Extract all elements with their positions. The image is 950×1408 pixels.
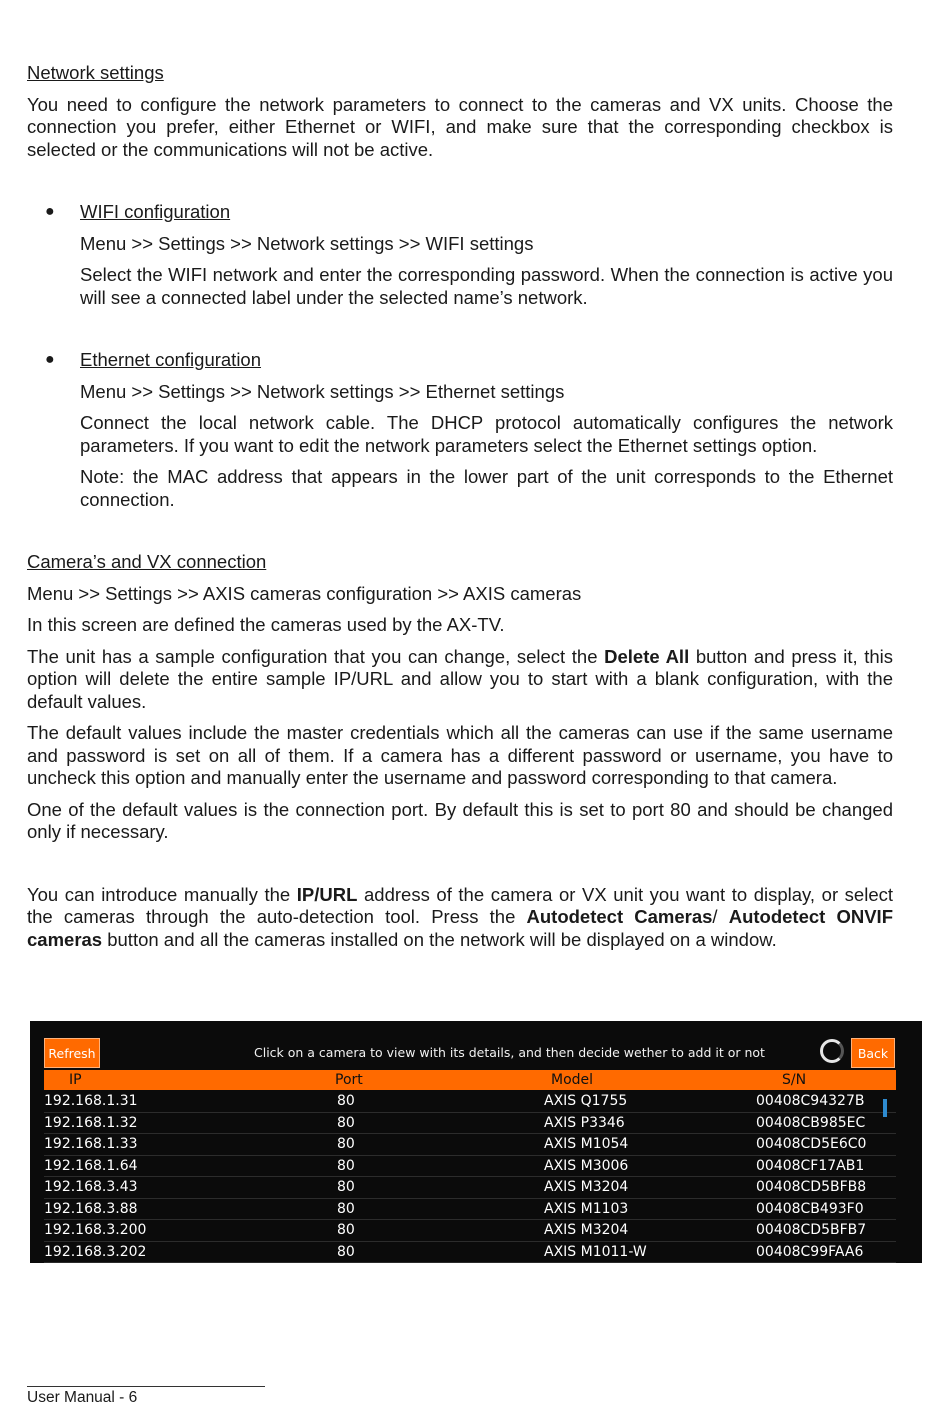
table-row[interactable] [44, 1091, 896, 1113]
cameras-path: Menu >> Settings >> AXIS cameras configuration >> AXIS cameras [27, 582, 582, 604]
column-header-model: Model [551, 1072, 594, 1088]
column-header-sn: S/N [782, 1072, 807, 1088]
bullet-dot-icon: ● [45, 203, 55, 220]
scrollbar[interactable] [883, 1099, 887, 1117]
default-values-paragraph: The default values include the master credentials which all the cameras can use if the same username and password is set on all of them. If a camera has a different password or username, you have to uncheck this option and manually enter the username and password corresponding to that camera. [27, 722, 893, 788]
table-row[interactable] [44, 1220, 896, 1242]
autodetect-paragraph: You can introduce manually the IP/URL address of the camera or VX unit you want to display, or select the cameras through the auto-detection tool. Press the Autodetect Cameras/ Autodetect ONVIF cameras button and all the cameras installed on the network will be displayed on a window. [27, 883, 894, 950]
wifi-bullet [27, 201, 893, 309]
cell-port: 80 [337, 1243, 355, 1260]
cell-sn: 00408CD5BFB8 [756, 1179, 867, 1195]
cell-ip: 192.168.3.202 [44, 1243, 147, 1260]
cell-ip: 192.168.3.88 [44, 1200, 138, 1217]
table-row[interactable] [44, 1156, 896, 1178]
column-header-port: Port [335, 1072, 363, 1088]
cell-port: 80 [337, 1200, 355, 1217]
cell-model: AXIS P3346 [544, 1114, 625, 1131]
network-intro: You need to configure the network parameters to connect to the cameras and VX units. Choose the connection you prefer, either Ethernet or WIFI, and make sure that the corresponding checkbox is selected or the communications will not be active. [27, 93, 893, 160]
delete-all-term: Delete All [604, 645, 690, 667]
cell-model: AXIS M1011-W [544, 1243, 647, 1260]
cell-ip: 192.168.1.31 [44, 1093, 138, 1109]
cell-model: AXIS M3204 [544, 1222, 629, 1238]
ethernet-title: Ethernet configuration [80, 349, 262, 370]
wifi-title: WIFI configuration [80, 201, 231, 222]
cell-port: 80 [337, 1157, 355, 1174]
loading-spinner-icon [820, 1039, 844, 1063]
autodetect-cameras-term: Autodetect Cameras [526, 906, 713, 927]
cell-sn: 00408CB493F0 [756, 1200, 864, 1217]
cell-sn: 00408CD5E6C0 [756, 1136, 867, 1152]
cell-sn: 00408C99FAA6 [756, 1243, 864, 1260]
instruction-text: Click on a camera to view with its details, and then decide wether to add it or not [254, 1045, 765, 1060]
table-row[interactable] [44, 1177, 896, 1199]
cell-port: 80 [337, 1114, 355, 1131]
cameras-defined: In this screen are defined the cameras used by the AX-TV. [27, 614, 505, 635]
port-paragraph: One of the default values is the connection port. By default this is set to port 80 and should be changed only if necessary. [27, 798, 893, 842]
page-footer: User Manual - 6 [27, 1389, 138, 1406]
delete-all-paragraph: The unit has a sample configuration that you can change, select the Delete All button and press it, this option will delete the entire sample IP/URL and allow you to start with a blank configuration, with the default values. [27, 645, 893, 712]
ethernet-text: Connect the local network cable. The DHCP protocol automatically configures the network parameters. If you want to edit the network parameters select the Ethernet settings option. [80, 412, 893, 456]
cell-sn: 00408C94327B [756, 1093, 865, 1109]
camera-table-body [44, 1091, 896, 1263]
cell-sn: 00408CB985EC [756, 1114, 866, 1131]
table-row[interactable] [44, 1242, 896, 1264]
ethernet-bullet [27, 349, 893, 511]
cell-port: 80 [337, 1093, 355, 1109]
cell-ip: 192.168.3.200 [44, 1222, 147, 1238]
refresh-button[interactable]: Refresh [44, 1038, 100, 1068]
cell-port: 80 [337, 1179, 355, 1195]
cell-ip: 192.168.1.64 [44, 1157, 138, 1174]
bullet-dot-icon: ● [45, 351, 55, 368]
column-header-ip: IP [69, 1072, 82, 1088]
cell-ip: 192.168.1.33 [44, 1136, 138, 1152]
autodetect-onvif-term: Autodetect ONVIF cameras [27, 906, 894, 950]
cell-model: AXIS Q1755 [544, 1093, 628, 1109]
ip-url-term: IP/URL [296, 883, 358, 905]
cell-port: 80 [337, 1136, 355, 1152]
cell-model: AXIS M1103 [544, 1200, 629, 1217]
cell-sn: 00408CD5BFB7 [756, 1222, 867, 1238]
cell-port: 80 [337, 1222, 355, 1238]
cell-model: AXIS M1054 [544, 1136, 629, 1152]
wifi-text: Select the WIFI network and enter the corresponding password. When the connection is active you will see a connected label under the selected name’s network. [80, 264, 893, 308]
table-row[interactable] [44, 1113, 896, 1135]
footer-divider [27, 1386, 265, 1387]
cell-sn: 00408CF17AB1 [756, 1157, 865, 1174]
ethernet-path: Menu >> Settings >> Network settings >> Ethernet settings [80, 380, 565, 402]
table-row[interactable] [44, 1134, 896, 1156]
autodetect-screenshot [30, 1021, 922, 1263]
cell-model: AXIS M3006 [544, 1157, 629, 1174]
manual-page [27, 62, 893, 960]
camera-table-header [44, 1070, 896, 1090]
cameras-heading: Camera’s and VX connection [27, 551, 267, 572]
ethernet-note: Note: the MAC address that appears in the lower part of the unit corresponds to the Ethernet connection. [80, 466, 893, 510]
network-settings-heading: Network settings [27, 62, 164, 83]
cell-ip: 192.168.1.32 [44, 1114, 138, 1131]
back-button[interactable]: Back [851, 1038, 895, 1068]
table-row[interactable] [44, 1199, 896, 1221]
wifi-path: Menu >> Settings >> Network settings >> WIFI settings [80, 232, 534, 254]
cell-ip: 192.168.3.43 [44, 1179, 138, 1195]
cell-model: AXIS M3204 [544, 1179, 629, 1195]
